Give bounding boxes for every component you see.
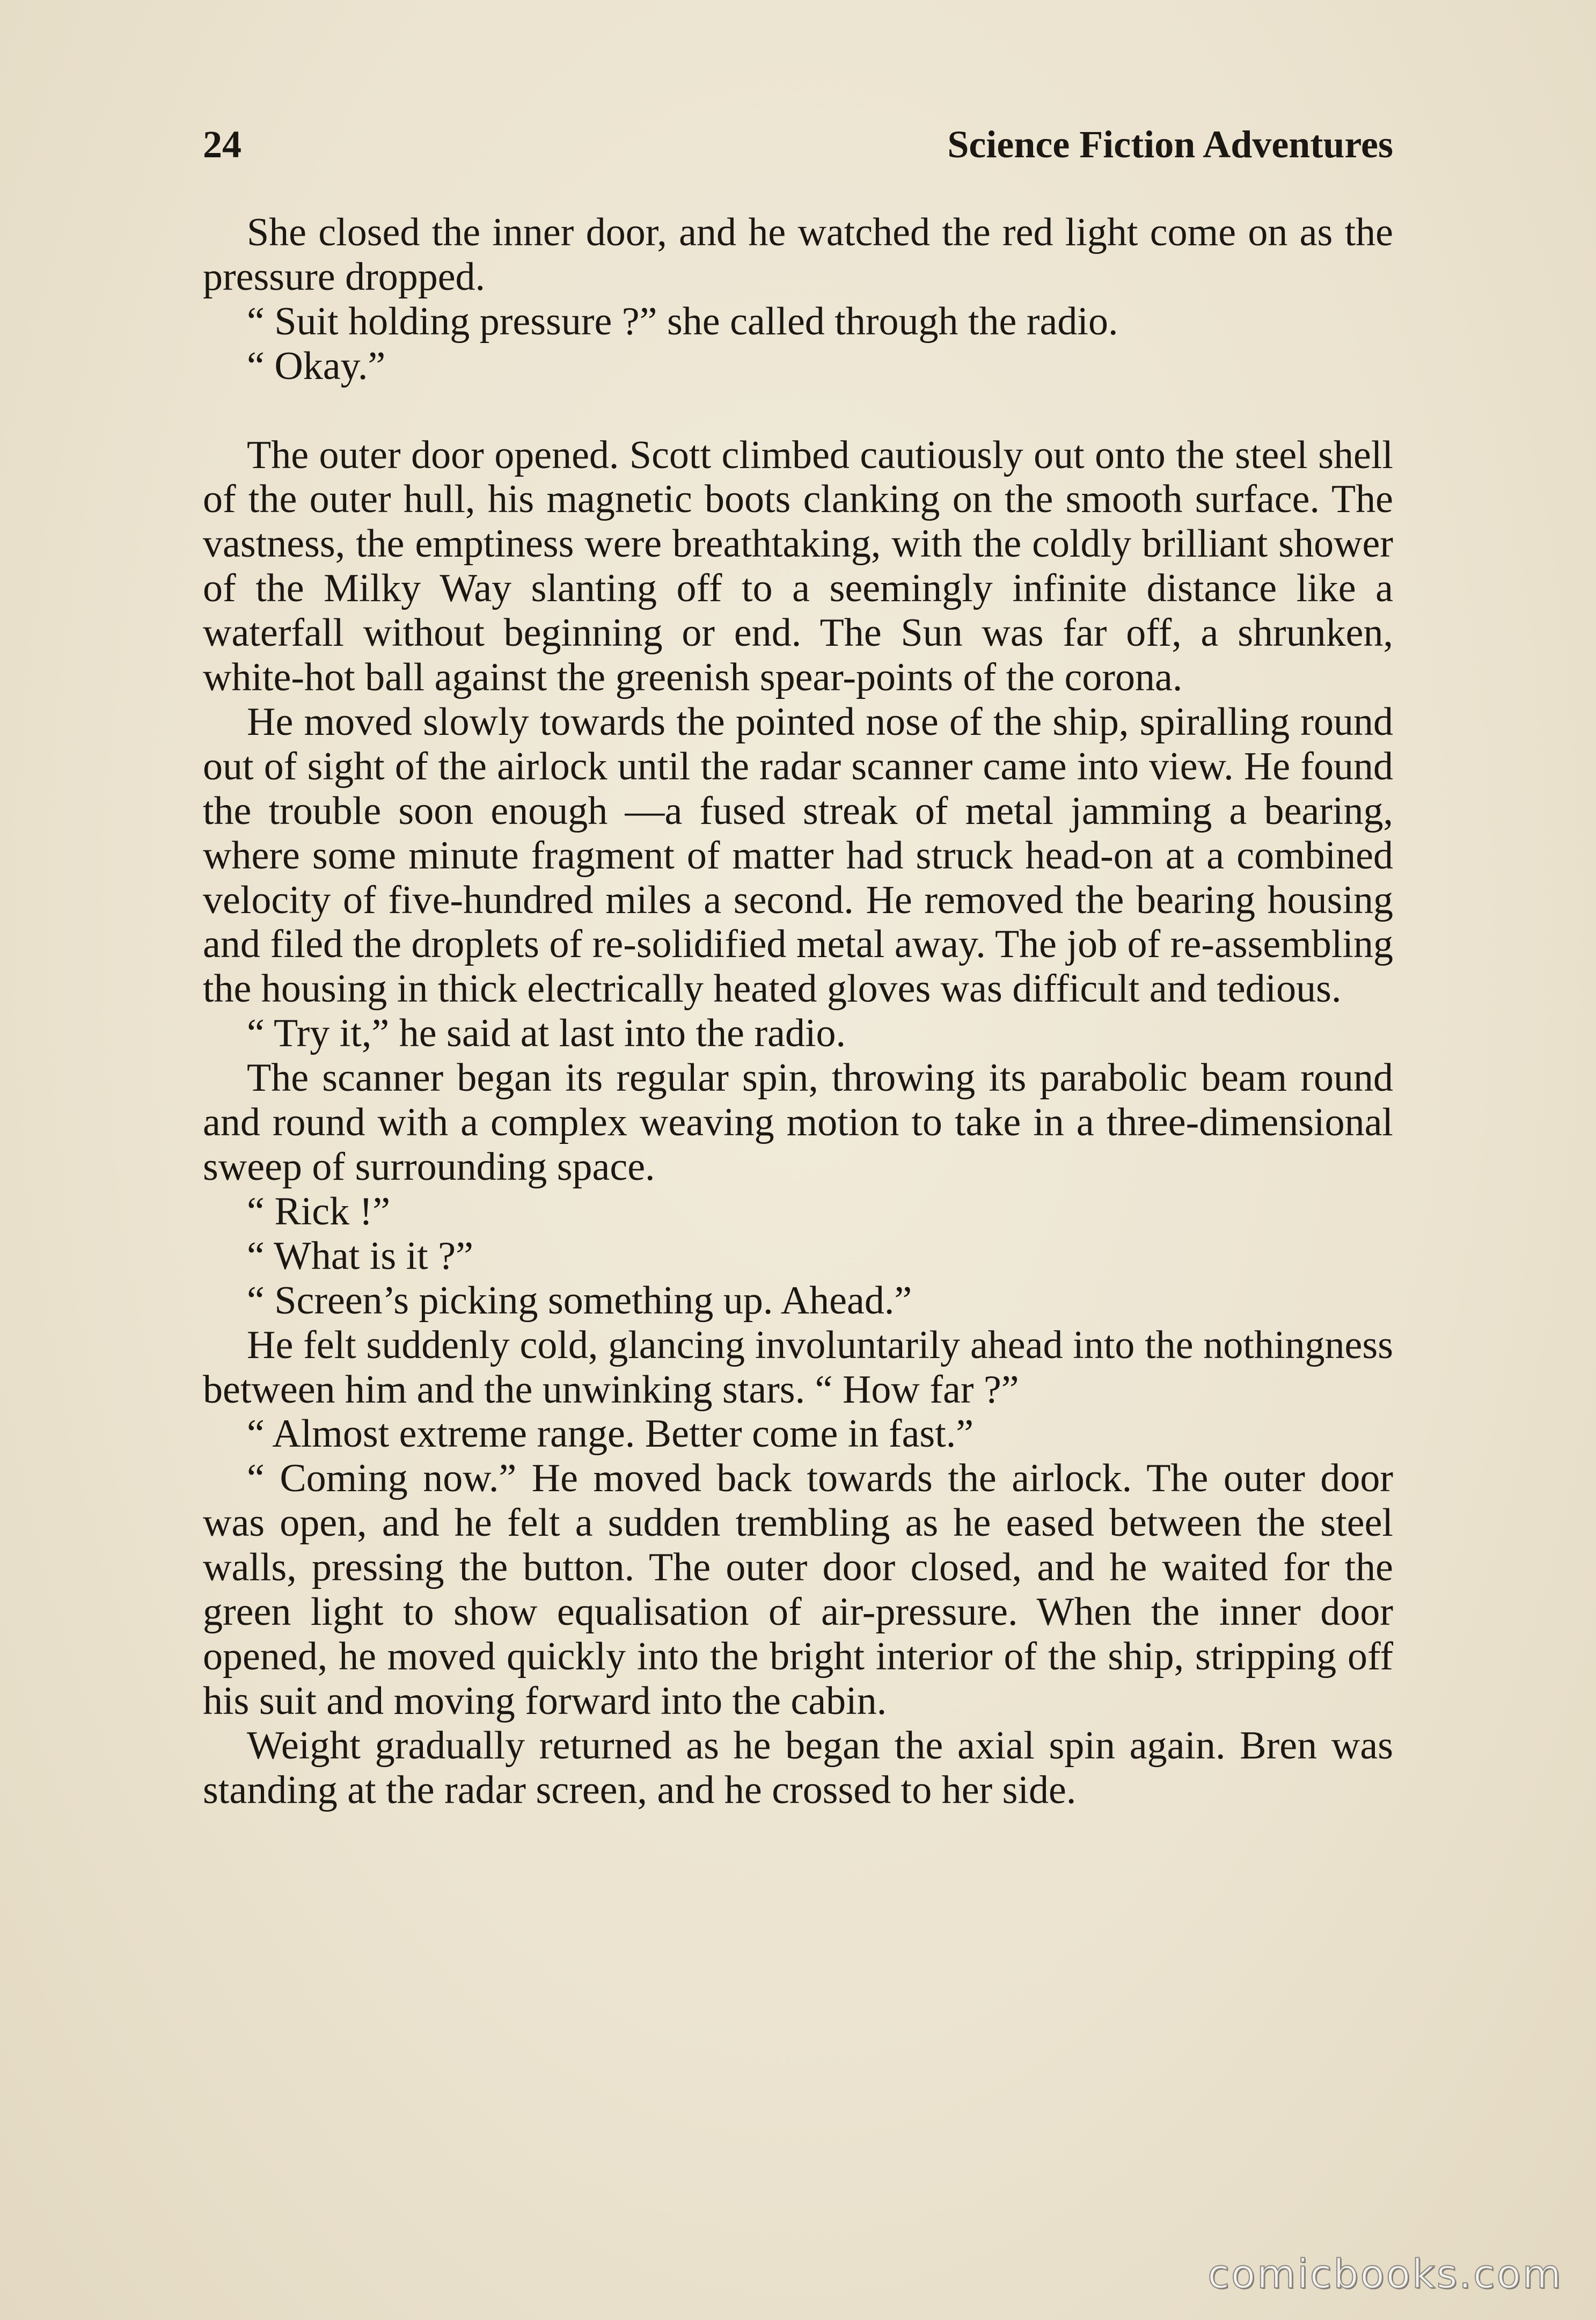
paragraph: The scanner began its regular spin, throwing its parabolic beam round and round with a complex weaving motion to take in a three-dimensional sweep of surrounding space. bbox=[203, 1056, 1393, 1190]
paragraph: “ Suit holding pressure ?” she called through the radio. bbox=[247, 299, 1118, 344]
paragraph: “ What is it ?” bbox=[247, 1234, 473, 1278]
story-text bbox=[203, 210, 1393, 1813]
paragraph: “ Rick !” bbox=[247, 1189, 391, 1234]
paragraph: He moved slowly towards the pointed nose of the ship, spiralling round out of sight of the airlock until the radar scanner came into view. He found the trouble soon enough —a fused streak of metal jamming a bearing, where some minute fragment of matter had struck head-on at a combined velocity of five-hundred miles a second. He removed the bearing housing and filed the droplets of re-solidified metal away. The job of re-assembling the housing in thick electrically heated gloves was difficult and tedious. bbox=[203, 699, 1393, 1011]
paragraph: Weight gradually returned as he began the axial spin again. Bren was standing at the radar screen, and he crossed to her side. bbox=[203, 1723, 1393, 1812]
paragraph: “ Screen’s picking something up. Ahead.” bbox=[247, 1278, 912, 1323]
paragraph: “ Almost extreme range. Better come in fast.” bbox=[247, 1412, 974, 1456]
paragraph: The outer door opened. Scott climbed cautiously out onto the steel shell of the outer hull, his magnetic boots clanking on the smooth surface. The vastness, the emptiness were breathtaking, with the coldly brilliant shower of the Milky Way slanting off to a seemingly infinite distance like a waterfall without beginning or end. The Sun was far off, a shrunken, white-hot ball against the greenish spear-points of the corona. bbox=[203, 433, 1393, 700]
watermark: comicbooks.com bbox=[1207, 2251, 1563, 2297]
paragraph: “ Try it,” he said at last into the radio. bbox=[247, 1011, 846, 1056]
paragraph: “ Coming now.” He moved back towards the airlock. The outer door was open, and he felt a sudden trembling as he eased between the steel walls, pressing the button. The outer door closed, and he waited for the green light to show equalisation of air-pressure. When the inner door opened, he moved quickly into the bright interior of the ship, stripping off his suit and moving forward into the cabin. bbox=[203, 1456, 1393, 1723]
page-number: 24 bbox=[203, 123, 241, 166]
paragraph: He felt suddenly cold, glancing involuntarily ahead into the nothingness between him and the unwinking stars. “ How far ?” bbox=[203, 1323, 1393, 1412]
page-header bbox=[203, 122, 1393, 176]
paragraph: She closed the inner door, and he watched the red light come on as the pressure dropped. bbox=[203, 210, 1393, 299]
paragraph: “ Okay.” bbox=[247, 344, 386, 388]
running-title: Science Fiction Adventures bbox=[947, 123, 1393, 166]
